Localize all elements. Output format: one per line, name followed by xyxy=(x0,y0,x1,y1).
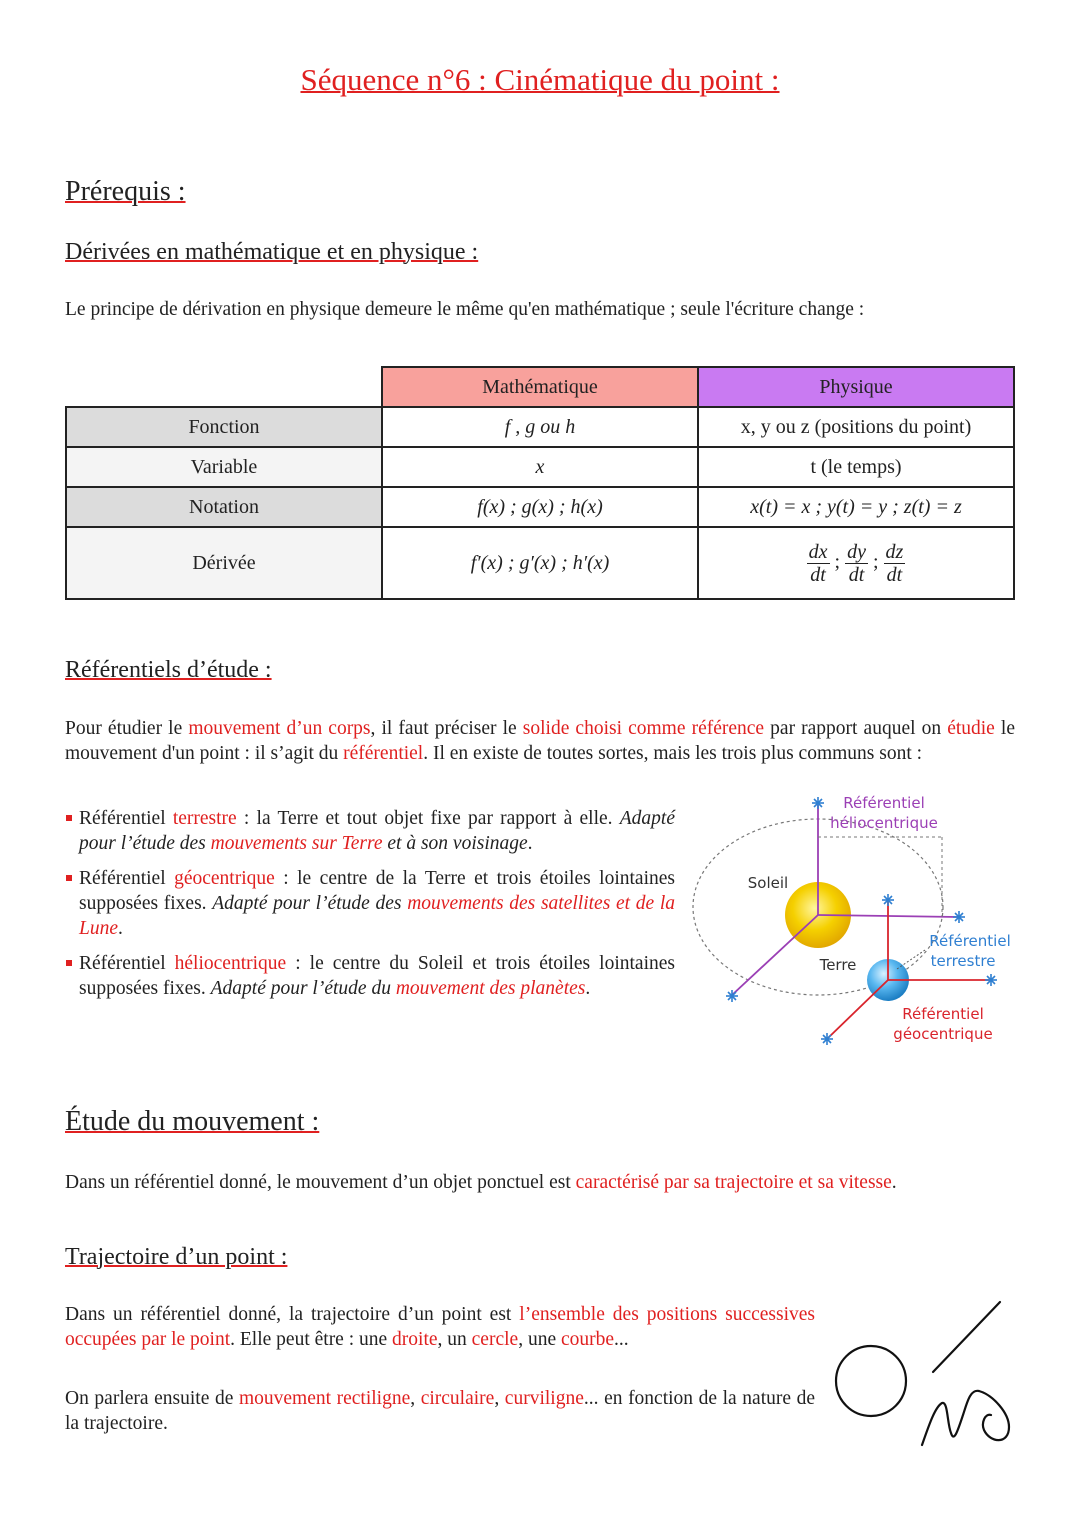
trajectoire-paragraph-1: Dans un référentiel donné, la trajectoire d’un point est l’ensemble des positions successives occupées par le point. Elle peut être : une droite, un cercle, une courbe... xyxy=(65,1304,815,1350)
fraction-dz-dt: $\frac{dz}{dt}$ xyxy=(885,540,904,586)
subheading-referentiels: Référentiels d’étude : xyxy=(65,657,272,683)
cell-math: f(x) ; g(x) ; h(x) xyxy=(382,487,698,527)
referentiels-paragraph: Pour étudier le mouvement d’un corps, il faut préciser le solide choisi comme référence par rapport auquel on étudie le mouvement d'un point : il s’agit du référentiel. Il en existe de toutes sortes, mais les trois plus communs sont : xyxy=(65,718,1016,764)
cell-phys: t (le temps) xyxy=(698,447,1014,487)
table-row xyxy=(66,527,1014,599)
etude-paragraph: Dans un référentiel donné, le mouvement d’un objet ponctuel est caractérisé par sa trajectoire et sa vitesse. xyxy=(65,1172,897,1193)
table-header-math: Mathématique xyxy=(382,367,698,407)
subheading-derivees: Dérivées en mathématique et en physique : xyxy=(65,239,479,265)
cell-phys: x(t) = x ; y(t) = y ; z(t) = z xyxy=(698,487,1014,527)
page-title: Séquence n°6 : Cinématique du point : xyxy=(300,62,780,97)
label-helio-1: Référentiel xyxy=(843,794,925,812)
label-geo-1: Référentiel xyxy=(902,1005,984,1023)
subheading-trajectoire: Trajectoire d’un point : xyxy=(65,1244,288,1270)
table-corner xyxy=(66,367,382,407)
list-item-terrestre: Référentiel terrestre : la Terre et tout objet fixe par rapport à elle. Adapté pour l’étude des mouvements sur Terre et à son voisinage. xyxy=(65,806,675,856)
derivatives-table xyxy=(65,366,1015,600)
section-heading-etude: Étude du mouvement : xyxy=(65,1106,320,1137)
list-item-heliocentrique: Référentiel héliocentrique : le centre du Soleil et trois étoiles lointaines supposées fixes. Adapté pour l’étude du mouvement des planètes. xyxy=(65,951,675,1001)
cell-phys: x, y ou z (positions du point) xyxy=(698,407,1014,447)
row-label: Variable xyxy=(66,447,382,487)
row-label: Dérivée xyxy=(66,527,382,599)
cell-math: f′(x) ; g′(x) ; h′(x) xyxy=(382,527,698,599)
cell-math: x xyxy=(382,447,698,487)
helio-axis-diag xyxy=(732,915,818,995)
table-row xyxy=(66,487,1014,527)
table-row xyxy=(66,447,1014,487)
trajectoire-paragraph-2: On parlera ensuite de mouvement rectiligne, circulaire, curviligne... en fonction de la nature de la trajectoire. xyxy=(65,1388,816,1434)
section-heading-prerequis: Prérequis : xyxy=(65,176,186,207)
fraction-dx-dt: $\frac{dx}{dt}$ xyxy=(808,540,828,586)
label-terrestre-1: Référentiel xyxy=(929,932,1011,950)
fraction-dy-dt: $\frac{dy}{dt}$ xyxy=(847,540,866,586)
trajectory-sketches xyxy=(825,1295,1025,1465)
circle-trajectory-icon xyxy=(836,1346,906,1416)
label-soleil: Soleil xyxy=(747,874,789,892)
cell-phys-derivee: $\frac{dx}{dt}$ ; $\frac{dy}{dt}$ ; $\frac{dz}{dt}$ xyxy=(698,527,1014,599)
referentiels-list xyxy=(65,806,675,1011)
label-geo-2: géocentrique xyxy=(893,1025,993,1043)
geo-axis-diag xyxy=(828,980,888,1038)
label-terrestre-2: terrestre xyxy=(930,952,996,970)
row-label: Fonction xyxy=(66,407,382,447)
table-header-phys: Physique xyxy=(698,367,1014,407)
cell-math: f , g ou h xyxy=(382,407,698,447)
referentials-diagram xyxy=(680,785,1040,1060)
list-item-geocentrique: Référentiel géocentrique : le centre de la Terre et trois étoiles lointaines supposées fixes. Adapté pour l’étude des mouvements des satellites et de la Lune. xyxy=(65,866,675,941)
table-row xyxy=(66,407,1014,447)
label-terre: Terre xyxy=(819,956,857,974)
label-helio-2: héliocentrique xyxy=(830,814,938,832)
line-trajectory-icon xyxy=(933,1302,1000,1372)
curve-trajectory-icon xyxy=(922,1391,1009,1445)
intro-paragraph: Le principe de dérivation en physique demeure le même qu'en mathématique ; seule l'écriture change : xyxy=(65,299,865,320)
row-label: Notation xyxy=(66,487,382,527)
